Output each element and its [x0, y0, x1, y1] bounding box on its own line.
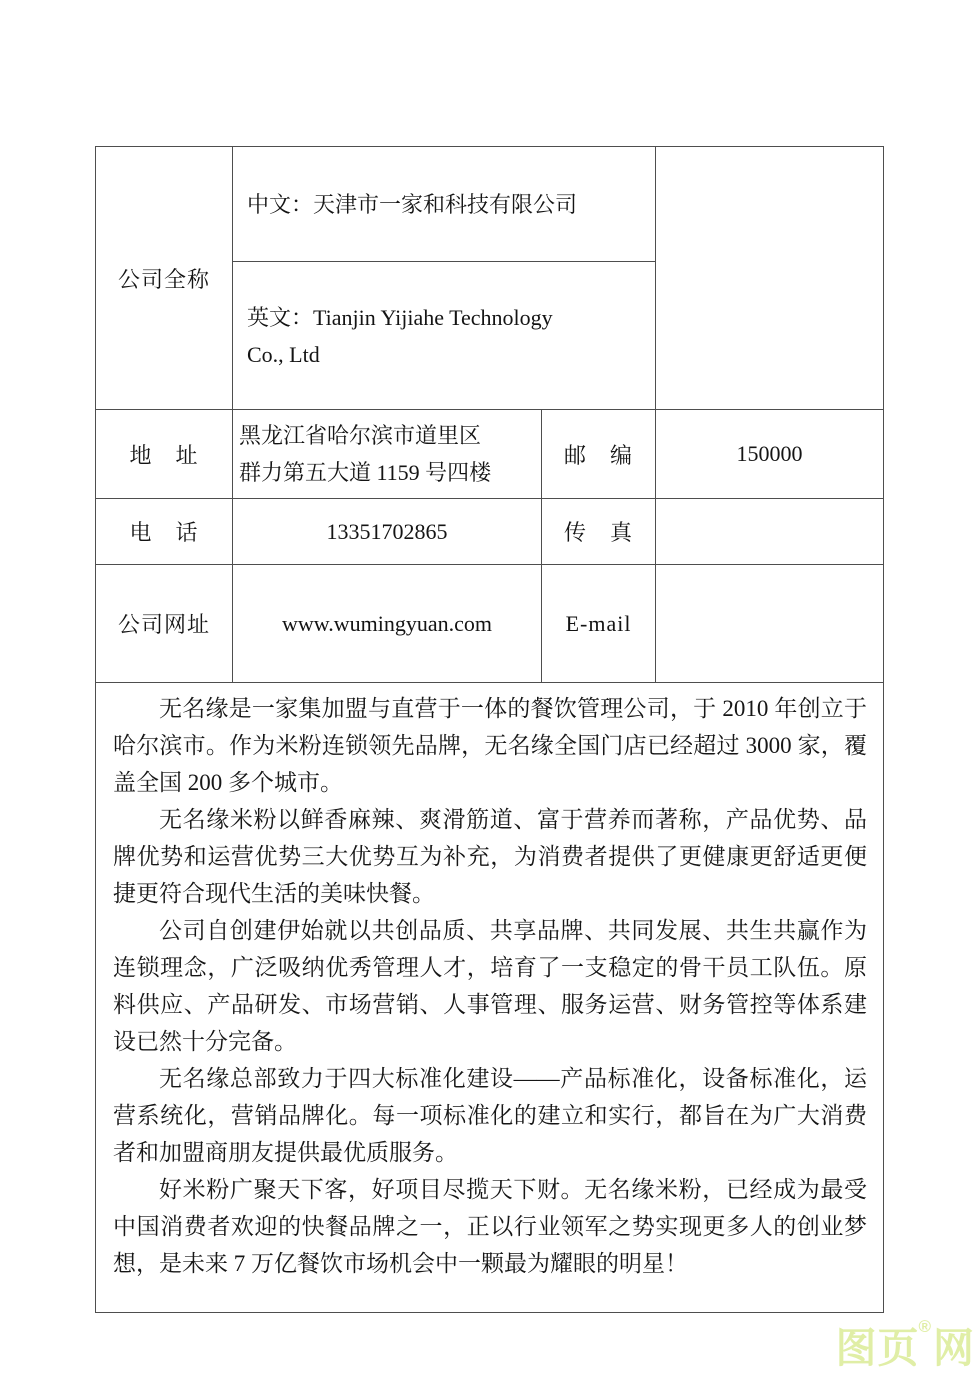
watermark	[835, 1317, 975, 1371]
table-row	[96, 499, 884, 565]
intro-paragraph: 无名缘是一家集加盟与直营于一体的餐饮管理公司，于 2010 年创立于哈尔滨市。作为米粉连锁领先品牌，无名缘全国门店已经超过 3000 家，覆盖全国 200 多个城市。	[113, 696, 868, 795]
watermark-text-main: 图页	[835, 1325, 920, 1371]
fax-label: 传 真	[542, 499, 656, 565]
company-name-english-line1: 英文：Tianjin Yijiahe Technology	[247, 304, 553, 330]
phone-value: 13351702865	[233, 499, 542, 565]
address-label: 地 址	[96, 410, 233, 499]
table-row	[96, 565, 884, 683]
postcode-label: 邮 编	[542, 410, 656, 499]
address-value-line2: 群力第五大道 1159 号四楼	[239, 460, 492, 485]
intro-paragraph: 无名缘米粉以鲜香麻辣、爽滑筋道、富于营养而著称，产品优势、品牌优势和运营优势三大优势互为补充，为消费者提供了更健康更舒适更便捷更符合现代生活的美味快餐。	[113, 807, 868, 906]
email-value	[656, 565, 884, 683]
company-intro	[96, 683, 884, 1313]
email-label: E-mail	[542, 565, 656, 683]
company-name-label: 公司全称	[96, 147, 233, 410]
company-name-english	[233, 262, 656, 410]
company-name-chinese: 中文：天津市一家和科技有限公司	[233, 147, 656, 262]
website-value: www.wumingyuan.com	[233, 565, 542, 683]
table-row	[96, 683, 884, 1313]
fax-value	[656, 499, 884, 565]
table-row	[96, 147, 884, 262]
table-row	[96, 410, 884, 499]
intro-paragraph: 好米粉广聚天下客，好项目尽揽天下财。无名缘米粉，已经成为最受中国消费者欢迎的快餐品牌之一，正以行业领军之势实现更多人的创业梦想，是未来 7 万亿餐饮市场机会中一颗最为耀眼的明星！	[113, 1177, 868, 1276]
intro-paragraph: 公司自创建伊始就以共创品质、共享品牌、共同发展、共生共赢作为连锁理念，广泛吸纳优秀管理人才，培育了一支稳定的骨干员工队伍。原料供应、产品研发、市场营销、人事管理、服务运营、财务管控等体系建设已然十分完备。	[113, 918, 868, 1054]
registered-trademark-icon: ®	[918, 1317, 932, 1336]
company-info-table	[95, 146, 884, 1313]
company-name-english-line2: Co., Ltd	[247, 341, 320, 367]
company-name-side-cell	[656, 147, 884, 410]
address-value	[233, 410, 542, 499]
intro-paragraph: 无名缘总部致力于四大标准化建设——产品标准化，设备标准化，运营系统化，营销品牌化。每一项标准化的建立和实行，都旨在为广大消费者和加盟商朋友提供最优质服务。	[113, 1066, 868, 1165]
watermark-text-tail: 网	[933, 1325, 975, 1371]
postcode-value: 150000	[656, 410, 884, 499]
phone-label: 电 话	[96, 499, 233, 565]
address-value-line1: 黑龙江省哈尔滨市道里区	[239, 423, 482, 448]
website-label: 公司网址	[96, 565, 233, 683]
